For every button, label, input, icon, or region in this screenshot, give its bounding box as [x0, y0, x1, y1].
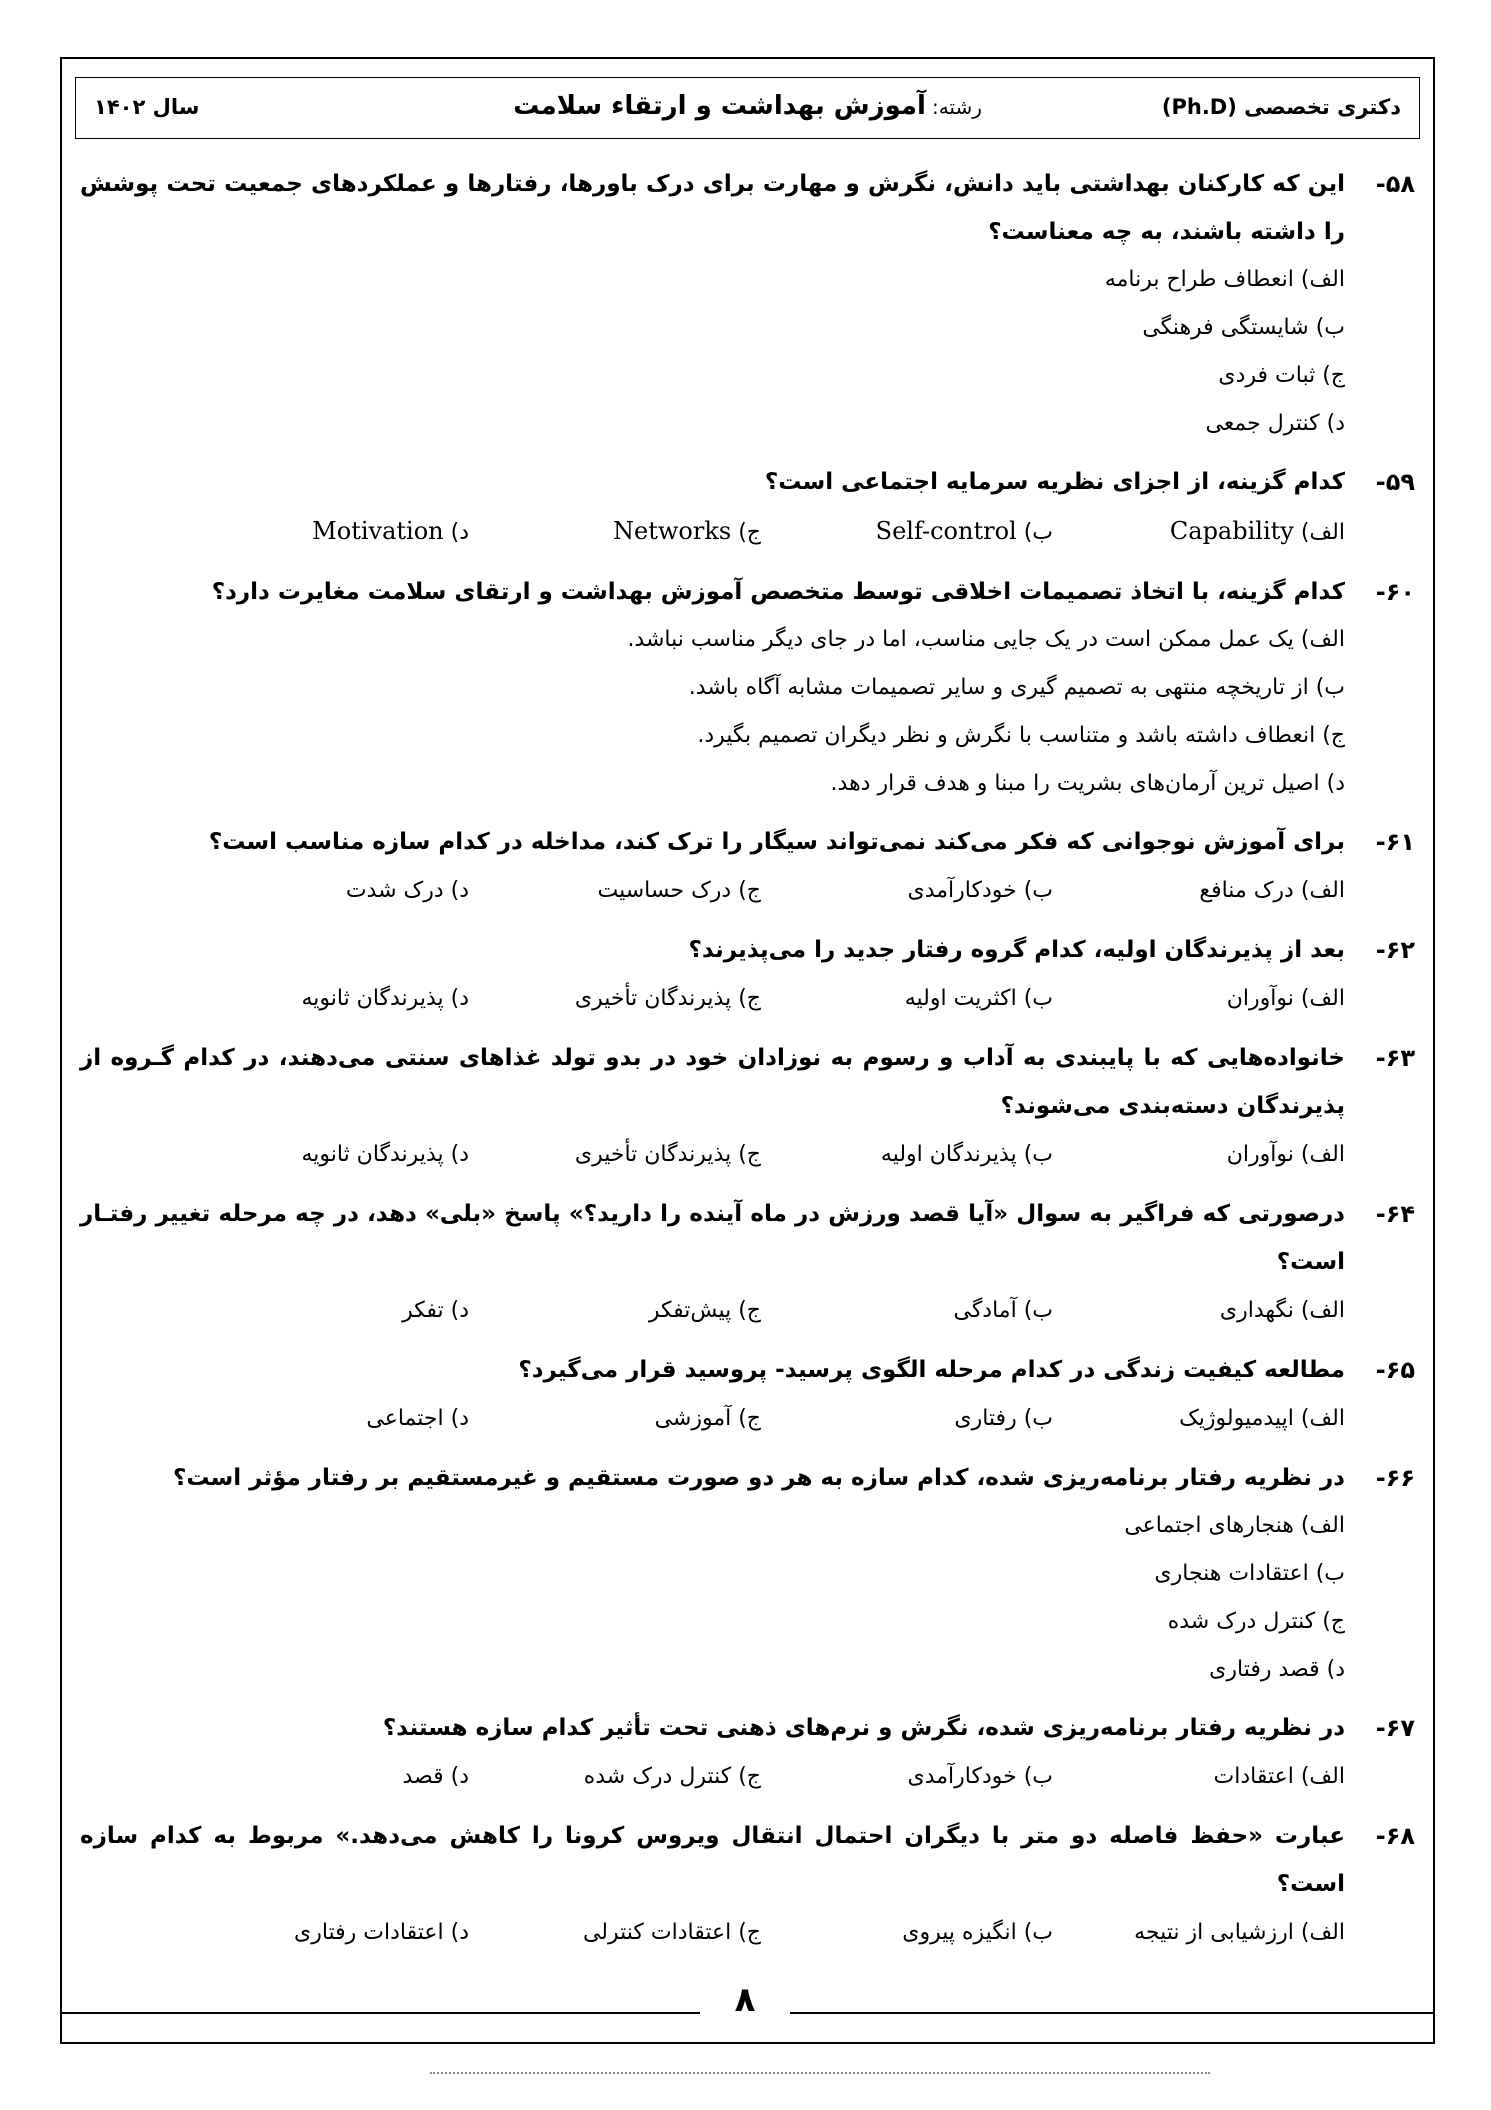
question-60 [80, 568, 1415, 808]
field-name: آموزش بهداشت و ارتقاء سلامت [513, 91, 926, 121]
option-d: د) اجتماعی [366, 1406, 469, 1431]
question-61 [80, 818, 1415, 916]
question-67 [80, 1704, 1415, 1802]
question-text: عبارت «حفظ فاصله دو متر با دیگران احتمال انتقال ویروس کرونا را کاهش می‌دهد.» مربوط به کدام سازه است؟ [80, 1823, 1345, 1897]
option-b: ب) رفتاری [954, 1406, 1053, 1431]
option-d: د) کنترل جمعی [1205, 411, 1345, 436]
option-c: ج) Networks [613, 517, 761, 545]
option-a: الف) نوآوران [1226, 1142, 1345, 1167]
question-text: این که کارکنان بهداشتی باید دانش، نگرش و مهارت برای درک باورها، رفتارها و عملکردهای جمعیت تحت پوشش را داشته باشند، به چه معناست؟ [80, 171, 1345, 245]
option-d: د) قصد [402, 1764, 469, 1789]
question-62 [80, 926, 1415, 1024]
option-b: ب) اکثریت اولیه [904, 986, 1053, 1011]
footer-rule-left [60, 2012, 700, 2014]
question-text: درصورتی که فراگیر به سوال «آیا قصد ورزش در ماه آینده را دارید؟» پاسخ «بلی» دهد، در چه مرحله تغییر رفتـار است؟ [80, 1201, 1345, 1275]
question-number: ۶۱- [1375, 828, 1415, 856]
question-66 [80, 1454, 1415, 1694]
field-label: رشته: [931, 95, 982, 119]
option-b: ب) از تاریخچه منتهی به تصمیم گیری و سایر تصمیمات مشابه آگاه باشد. [688, 675, 1345, 700]
option-a: الف) اعتقادات [1213, 1764, 1345, 1789]
option-c: ج) آموزشی [654, 1406, 761, 1431]
option-d: د) اعتقادات رفتاری [293, 1920, 469, 1945]
option-a: الف) درک منافع [1199, 878, 1345, 903]
option-b: ب) آمادگی [953, 1298, 1053, 1323]
option-a: الف) هنجارهای اجتماعی [1124, 1513, 1345, 1538]
option-b: ب) Self-control [875, 517, 1053, 545]
question-59 [80, 458, 1415, 558]
question-number: ۵۸- [1375, 170, 1415, 198]
question-65 [80, 1346, 1415, 1444]
question-text: در نظریه رفتار برنامه‌ریزی شده، کدام سازه به هر دو صورت مستقیم و غیرمستقیم بر رفتار مؤثر است؟ [172, 1465, 1345, 1491]
option-d: د) تفکر [402, 1298, 469, 1323]
option-d: د) Motivation [312, 517, 469, 545]
question-text: کدام گزینه، از اجزای نظریه سرمایه اجتماعی است؟ [764, 469, 1345, 495]
option-b: ب) خودکارآمدی [907, 1764, 1053, 1789]
degree-label: دکتری تخصصی (Ph.D) [1161, 95, 1401, 119]
question-text: در نظریه رفتار برنامه‌ریزی شده، نگرش و نرم‌های ذهنی تحت تأثیر کدام سازه هستند؟ [382, 1715, 1345, 1741]
question-68 [80, 1812, 1415, 1958]
question-64 [80, 1190, 1415, 1336]
questions-list [80, 160, 1415, 1968]
question-number: ۶۸- [1375, 1822, 1415, 1850]
question-63 [80, 1034, 1415, 1180]
option-c: ج) کنترل درک شده [1167, 1609, 1345, 1634]
question-number: ۶۳- [1375, 1044, 1415, 1072]
option-c: ج) درک حساسیت [597, 878, 761, 903]
page-number: ۸ [705, 1980, 785, 2020]
question-58 [80, 160, 1415, 448]
field-title [76, 91, 1419, 121]
option-a: الف) نگهداری [1219, 1298, 1345, 1323]
year-label: سال ۱۴۰۲ [94, 95, 200, 119]
question-number: ۶۶- [1375, 1464, 1415, 1492]
option-c: ج) پذیرندگان تأخیری [574, 986, 761, 1011]
option-c: ج) ثبات فردی [1218, 363, 1345, 388]
option-a: الف) ارزشیابی از نتیجه [1134, 1920, 1345, 1945]
bottom-divider [430, 2072, 1210, 2080]
option-b: ب) انگیزه پیروی [902, 1920, 1053, 1945]
option-a: الف) Capability [1169, 517, 1345, 545]
option-d: د) قصد رفتاری [1209, 1657, 1345, 1682]
option-d: د) اصیل ترین آرمان‌های بشریت را مبنا و هدف قرار دهد. [830, 771, 1345, 796]
option-c: ج) اعتقادات کنترلی [582, 1920, 761, 1945]
option-b: ب) پذیرندگان اولیه [880, 1142, 1053, 1167]
question-number: ۶۲- [1375, 936, 1415, 964]
question-text: مطالعه کیفیت زندگی در کدام مرحله الگوی پرسید- پروسید قرار می‌گیرد؟ [518, 1357, 1345, 1383]
question-number: ۵۹- [1375, 468, 1415, 496]
option-b: ب) خودکارآمدی [907, 878, 1053, 903]
question-text: برای آموزش نوجوانی که فکر می‌کند نمی‌تواند سیگار را ترک کند، مداخله در کدام سازه مناسب است؟ [208, 829, 1345, 855]
option-c: ج) پذیرندگان تأخیری [574, 1142, 761, 1167]
option-c: ج) کنترل درک شده [583, 1764, 761, 1789]
option-d: د) پذیرندگان ثانویه [301, 986, 469, 1011]
option-d: د) پذیرندگان ثانویه [301, 1142, 469, 1167]
option-b: ب) شایستگی فرهنگی [1142, 315, 1345, 340]
question-number: ۶۰- [1375, 578, 1415, 606]
question-number: ۶۴- [1375, 1200, 1415, 1228]
option-c: ج) پیش‌تفکر [648, 1298, 761, 1323]
question-number: ۶۵- [1375, 1356, 1415, 1384]
option-a: الف) اپیدمیولوژیک [1179, 1406, 1345, 1431]
option-a: الف) انعطاف طراح برنامه [1104, 267, 1345, 292]
question-text: بعد از پذیرندگان اولیه، کدام گروه رفتار جدید را می‌پذیرند؟ [688, 937, 1345, 963]
question-text: خانواده‌هایی که با پایبندی به آداب و رسوم به نوزادان خود در بدو تولد غذاهای سنتی می‌دهند، در کدام گـروه از پذیرندگان دسته‌بندی می‌شوند؟ [80, 1045, 1345, 1119]
question-text: کدام گزینه، با اتخاذ تصمیمات اخلاقی توسط متخصص آموزش بهداشت و ارتقای سلامت مغایرت دارد؟ [211, 579, 1345, 605]
option-d: د) درک شدت [345, 878, 469, 903]
exam-header [75, 77, 1420, 139]
option-c: ج) انعطاف داشته باشد و متناسب با نگرش و نظر دیگران تصمیم بگیرد. [697, 723, 1345, 748]
footer-rule-right [790, 2012, 1435, 2014]
option-a: الف) یک عمل ممکن است در یک جایی مناسب، اما در جای دیگر مناسب نباشد. [627, 627, 1345, 652]
option-b: ب) اعتقادات هنجاری [1154, 1561, 1345, 1586]
question-number: ۶۷- [1375, 1714, 1415, 1742]
option-a: الف) نوآوران [1226, 986, 1345, 1011]
